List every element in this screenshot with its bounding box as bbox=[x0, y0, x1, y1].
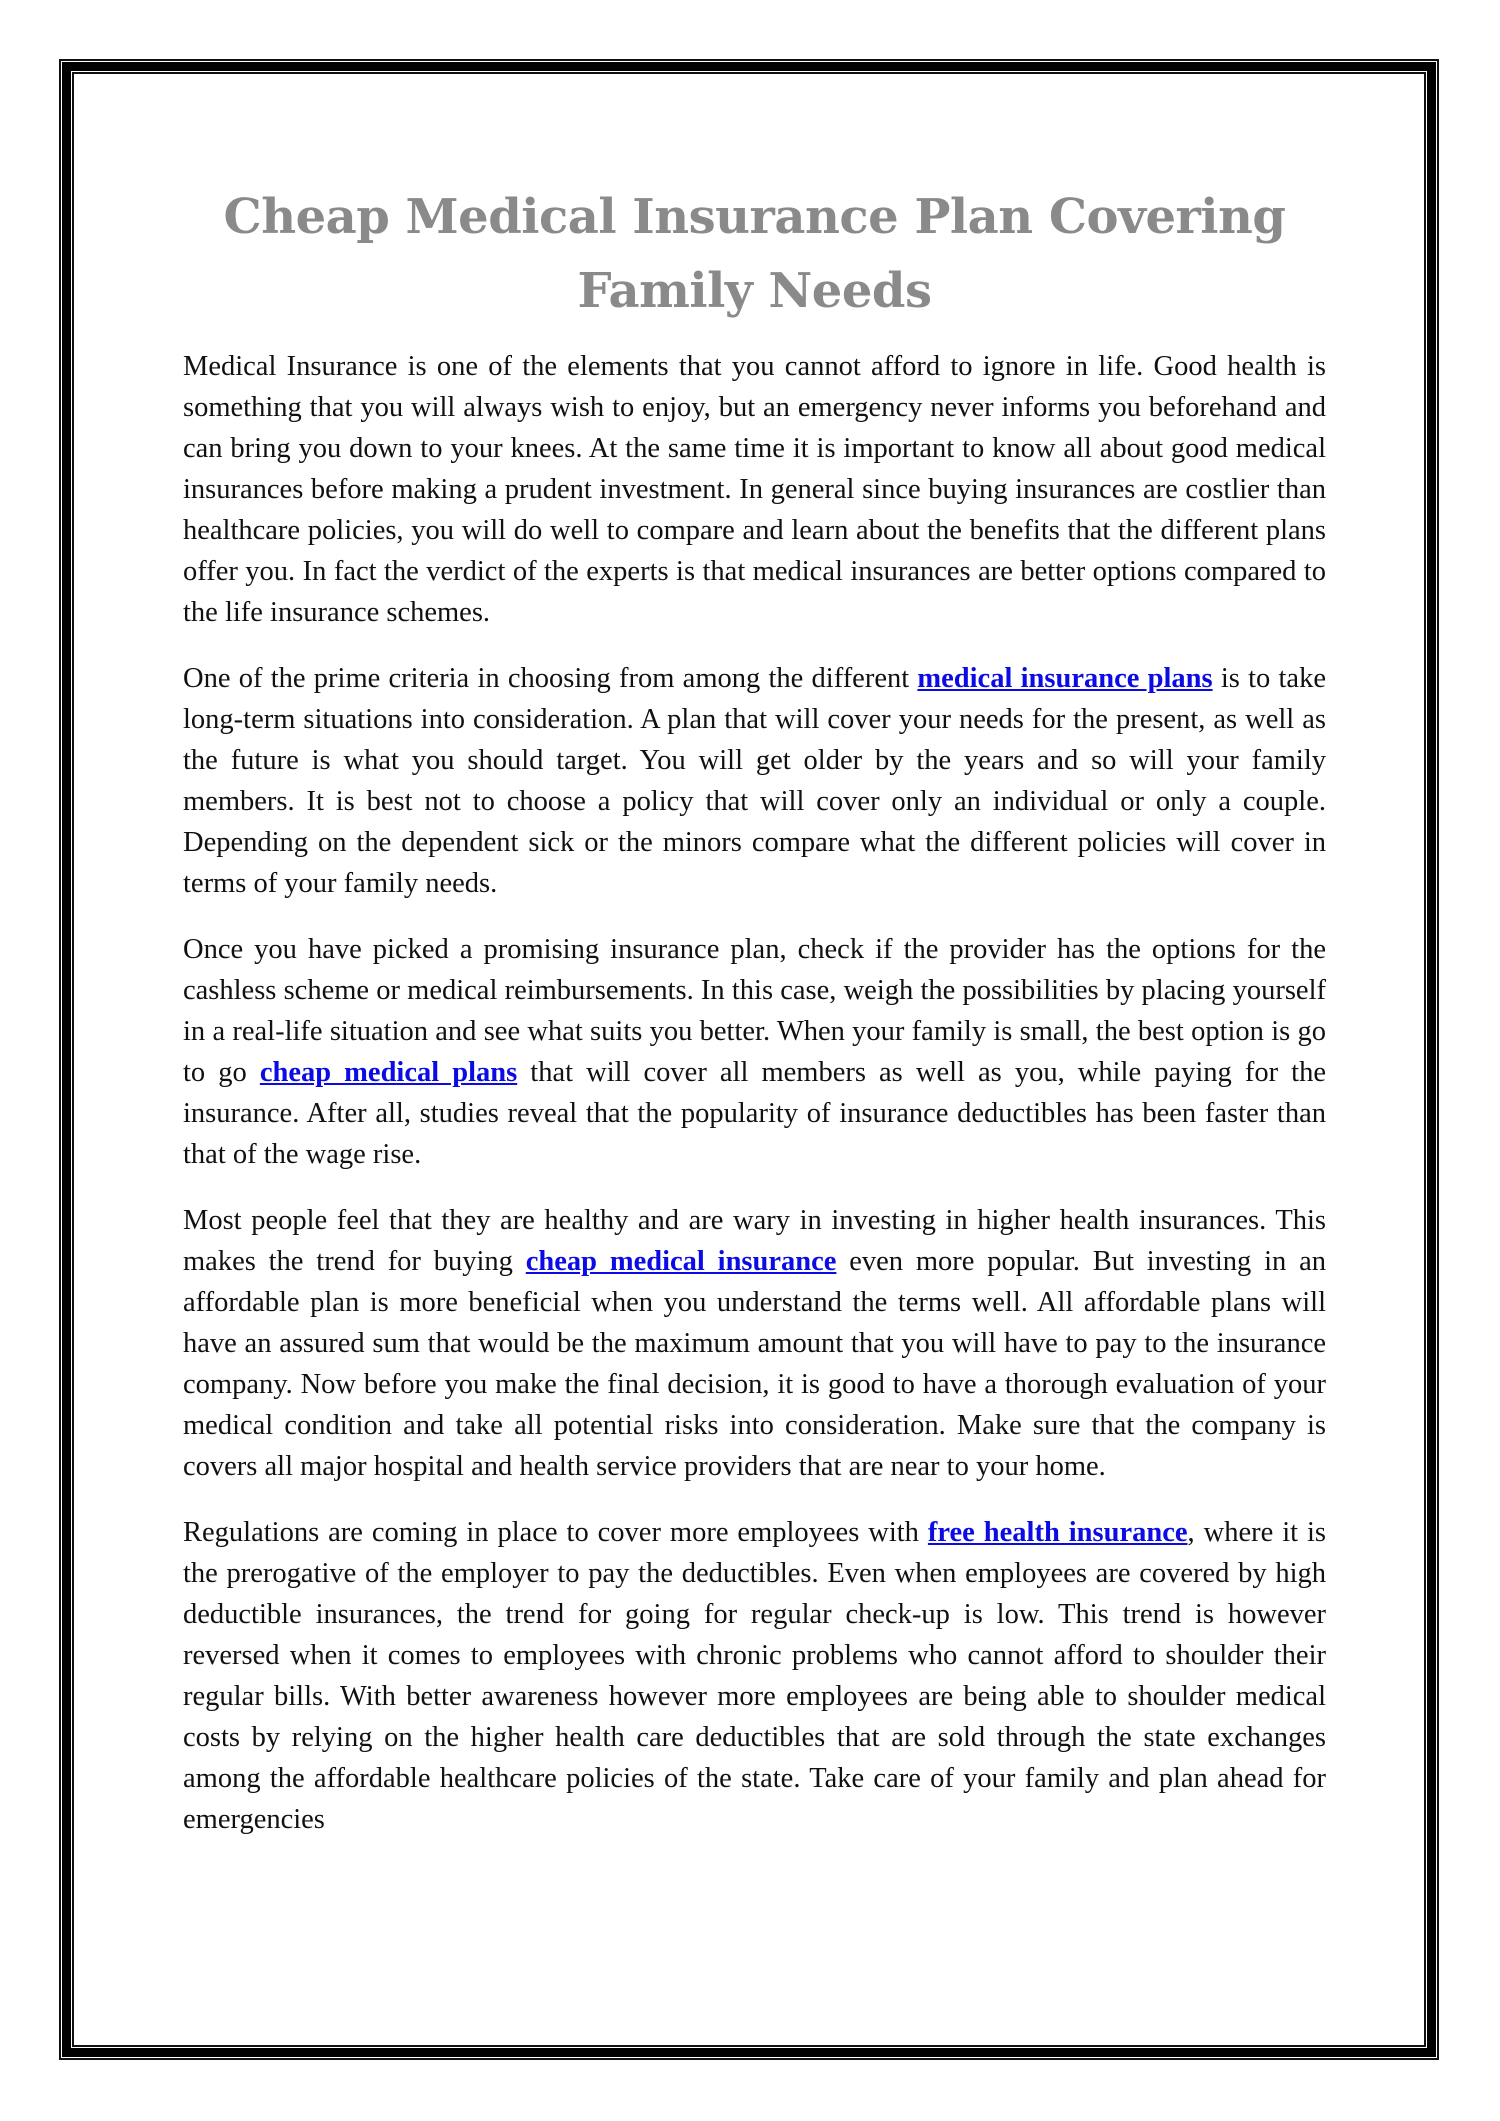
paragraph-text: One of the prime criteria in choosing from among the different bbox=[183, 663, 918, 694]
link-cheap-medical-plans[interactable]: cheap medical plans bbox=[259, 1057, 518, 1088]
document-page bbox=[183, 180, 1326, 1865]
paragraph-text: Once you have picked a promising insurance plan, check if the provider has the options for the cashless scheme or medical reimbursements. In this case, weigh the possibilities by placing yourself in a real-life situation and see what suits you better. When your family is small, the best option is go to go bbox=[183, 934, 1326, 1088]
paragraph-text: Most people feel that they are healthy and are wary in investing in higher health insurances. This makes the trend for buying bbox=[183, 1205, 1326, 1277]
paragraph-2 bbox=[183, 658, 1326, 904]
document-title: Cheap Medical Insurance Plan Covering Family Needs bbox=[223, 189, 1286, 319]
paragraph-text: that will cover all members as well as you, while paying for the insurance. After all, studies reveal that the popularity of insurance deductibles has been faster than that of the wage rise. bbox=[183, 1057, 1326, 1170]
paragraph-1 bbox=[183, 346, 1326, 633]
paragraph-4 bbox=[183, 1200, 1326, 1487]
link-medical-insurance-plans[interactable]: medical insurance plans bbox=[917, 663, 1213, 694]
link-cheap-medical-insurance[interactable]: cheap medical insurance bbox=[525, 1246, 837, 1277]
paragraph-5 bbox=[183, 1512, 1326, 1840]
paragraph-text: Medical Insurance is one of the elements that you cannot afford to ignore in life. Good health is something that you will always wish to enjoy, but an emergency never informs you beforehand and can bring you down to your knees. At the same time it is important to know all about good medical insurances before making a prudent investment. In general since buying insurances are costlier than healthcare policies, you will do well to compare and learn about the benefits that the different plans offer you. In fact the verdict of the experts is that medical insurances are better options compared to the life insurance schemes. bbox=[183, 351, 1326, 628]
paragraph-text: even more popular. But investing in an affordable plan is more beneficial when you understand the terms well. All affordable plans will have an assured sum that would be the maximum amount that you will have to pay to the insurance company. Now before you make the final decision, it is good to have a thorough evaluation of your medical condition and take all potential risks into consideration. Make sure that the company is covers all major hospital and health service providers that are near to your home. bbox=[183, 1246, 1326, 1482]
paragraph-text: , where it is the prerogative of the employer to pay the deductibles. Even when employees are covered by high deductible insurances, the trend for going for regular check-up is low. This trend is however reversed when it comes to employees with chronic problems who cannot afford to shoulder their regular bills. With better awareness however more employees are being able to shoulder medical costs by relying on the higher health care deductibles that are sold through the state exchanges among the affordable healthcare policies of the state. Take care of your family and plan ahead for emergencies bbox=[183, 1517, 1327, 1835]
paragraph-3 bbox=[183, 929, 1326, 1175]
link-free-health-insurance[interactable]: free health insurance bbox=[927, 1517, 1188, 1548]
paragraph-text: is to take long-term situations into consideration. A plan that will cover your needs for the present, as well as the future is what you should target. You will get older by the years and so will your family members. It is best not to choose a policy that will cover only an individual or only a couple. Depending on the dependent sick or the minors compare what the different policies will cover in terms of your family needs. bbox=[183, 663, 1326, 899]
paragraph-text: Regulations are coming in place to cover more employees with bbox=[183, 1517, 928, 1548]
